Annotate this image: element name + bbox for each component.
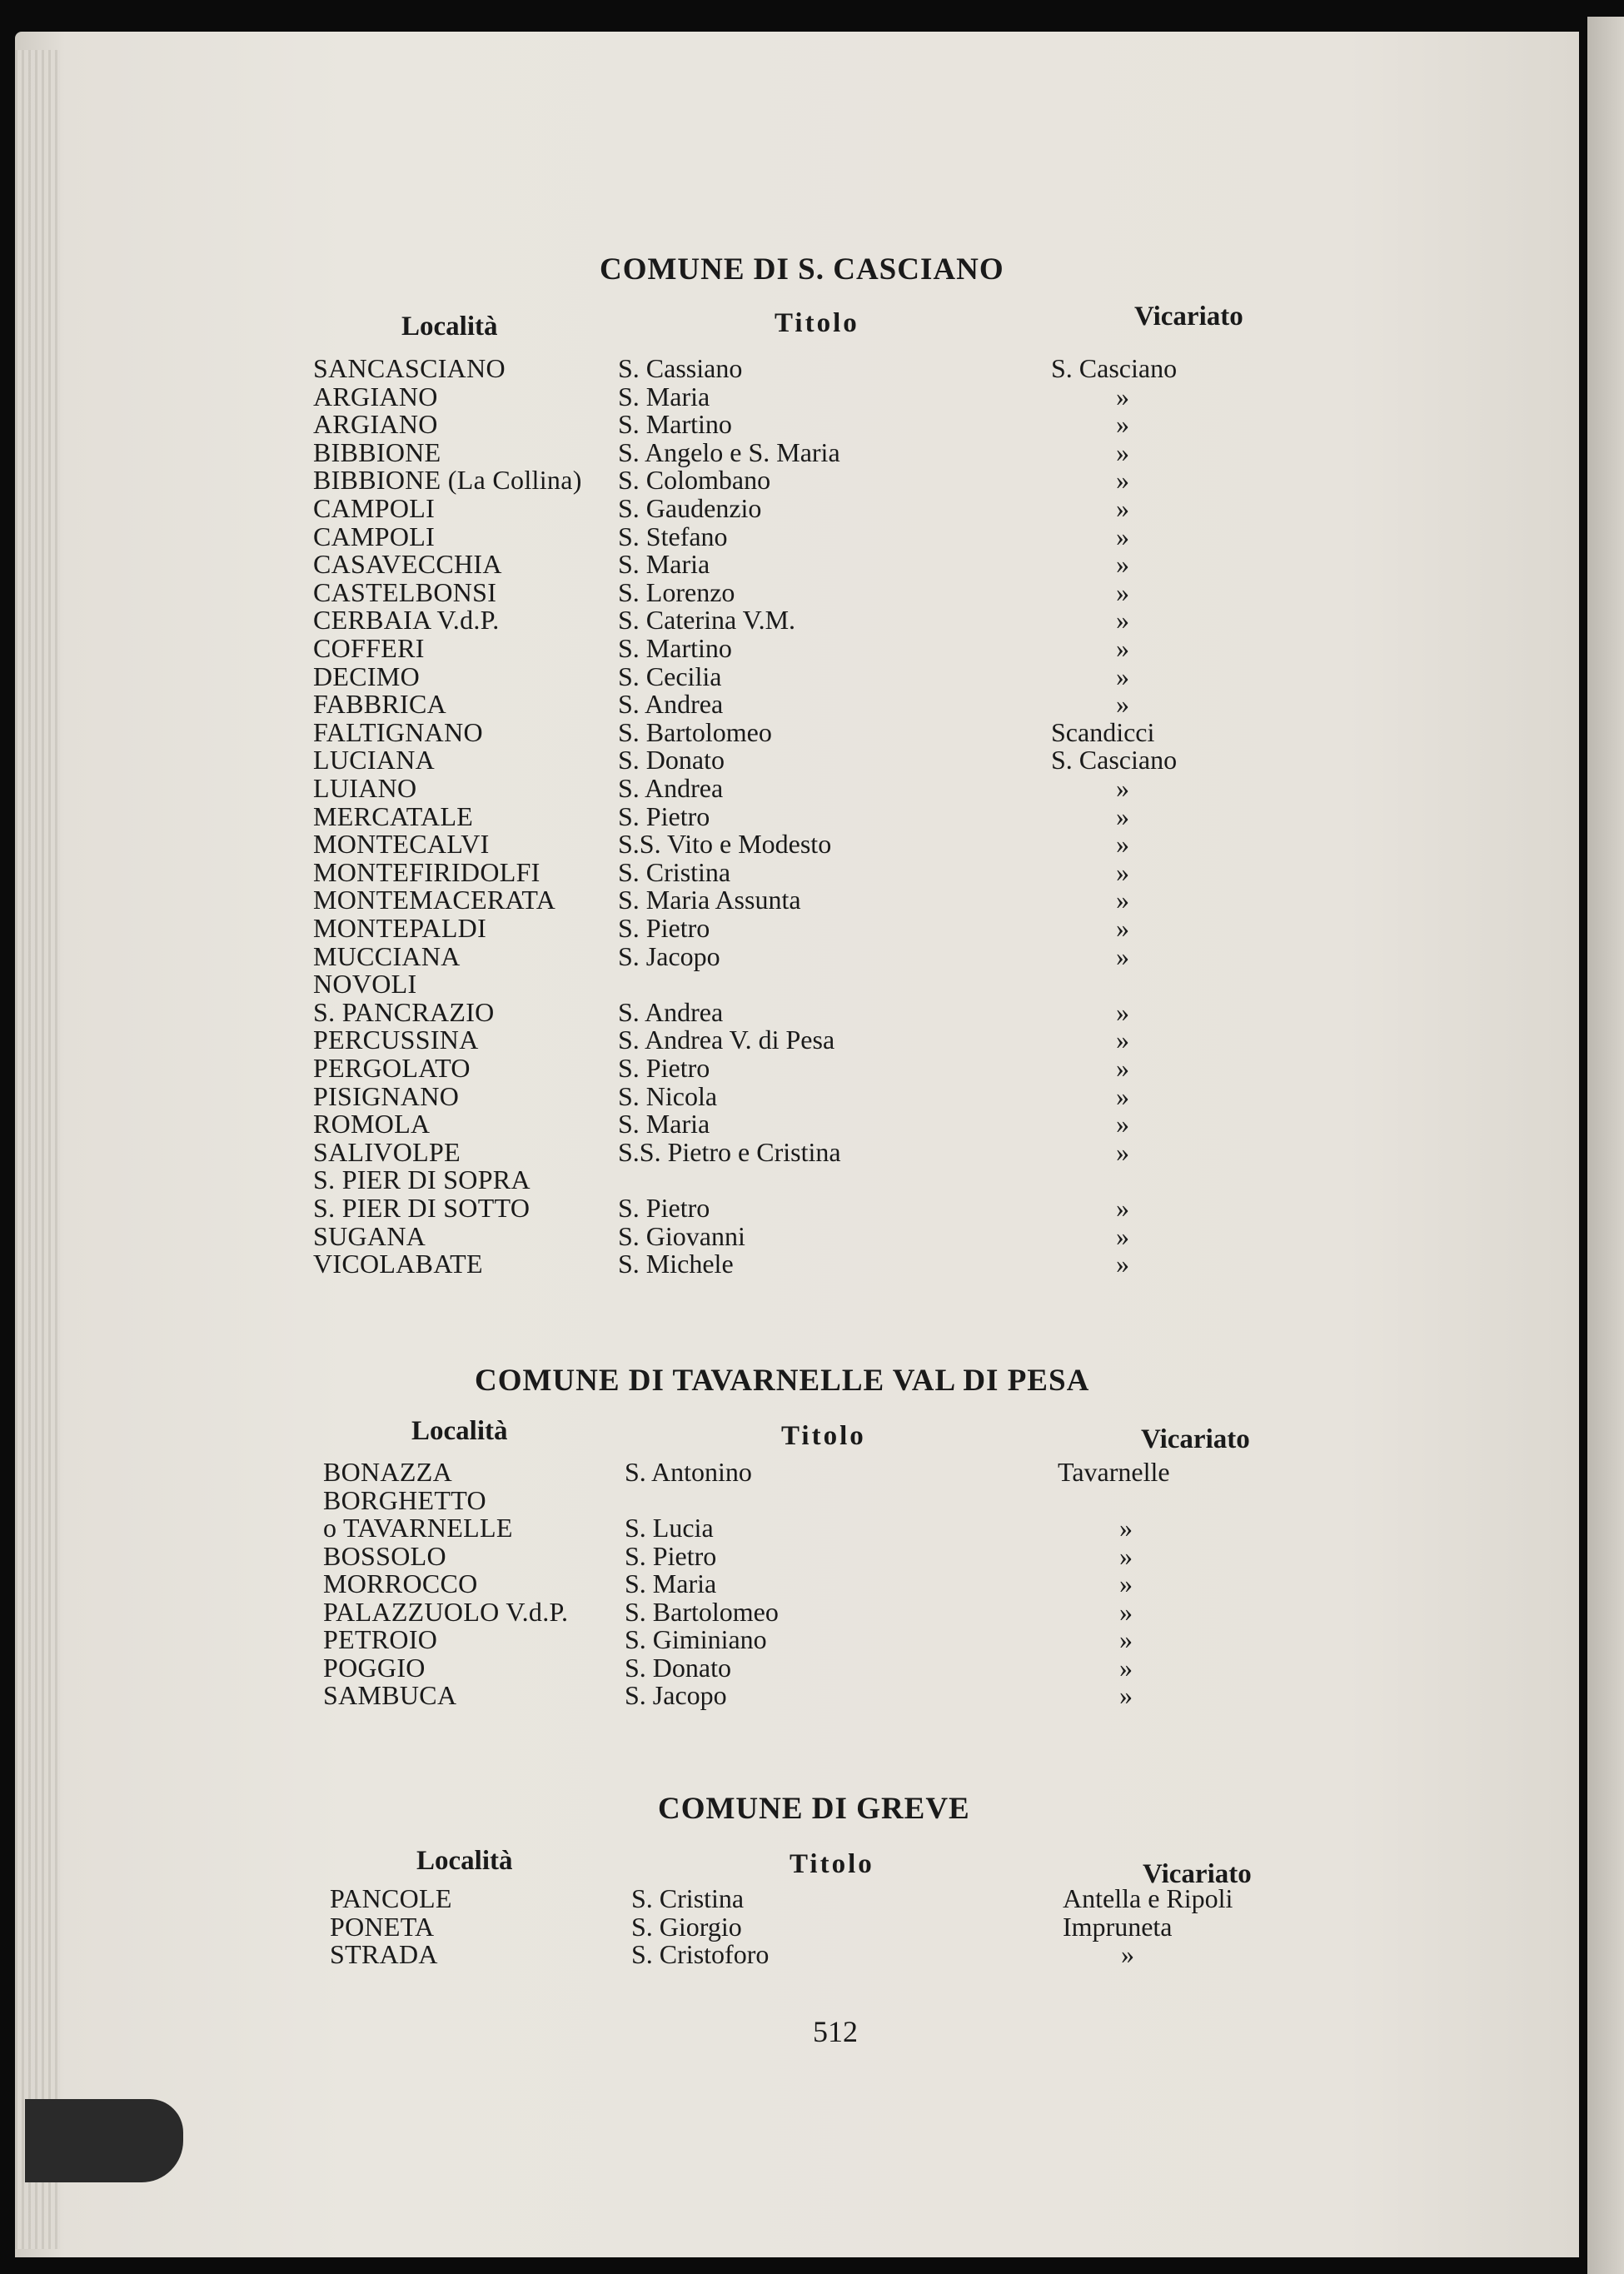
column-header-localita: Località bbox=[416, 1846, 513, 1876]
cell-localita: SALIVOLPE bbox=[313, 1136, 461, 1167]
cell-localita: ARGIANO bbox=[313, 409, 438, 440]
cell-titolo: S. Stefano bbox=[618, 521, 728, 551]
cell-vicariato: Impruneta bbox=[1063, 1911, 1173, 1942]
cell-localita: CAMPOLI bbox=[313, 493, 436, 523]
column-header-localita: Località bbox=[401, 312, 498, 342]
cell-vicariato: » bbox=[1116, 940, 1129, 971]
cell-titolo: S. Nicola bbox=[618, 1080, 718, 1111]
table-row bbox=[0, 1458, 1624, 1486]
table-row bbox=[0, 1569, 1624, 1598]
cell-titolo: S. Jacopo bbox=[618, 940, 720, 971]
cell-localita: BONAZZA bbox=[323, 1457, 452, 1487]
cell-titolo: S. Pietro bbox=[618, 1193, 710, 1223]
cell-localita: CASAVECCHIA bbox=[313, 549, 502, 580]
table-row bbox=[0, 1912, 1624, 1941]
cell-titolo: S. Andrea bbox=[618, 996, 724, 1027]
cell-vicariato: » bbox=[1116, 1136, 1129, 1167]
cell-localita: PERGOLATO bbox=[313, 1053, 471, 1083]
cell-vicariato: » bbox=[1116, 800, 1129, 831]
cell-titolo: S.S. Pietro e Cristina bbox=[618, 1136, 841, 1167]
table-row bbox=[0, 1165, 1624, 1194]
cell-localita: VICOLABATE bbox=[313, 1249, 483, 1279]
cell-localita: BOSSOLO bbox=[323, 1540, 446, 1571]
cell-titolo: S. Maria Assunta bbox=[618, 885, 801, 915]
cell-vicariato: » bbox=[1116, 436, 1129, 467]
table-row bbox=[0, 522, 1624, 551]
cell-localita: CERBAIA V.d.P. bbox=[313, 605, 500, 636]
cell-titolo: S. Pietro bbox=[618, 1053, 710, 1083]
column-header-vicariato: Vicariato bbox=[1141, 1424, 1250, 1454]
cell-localita: PISIGNANO bbox=[313, 1080, 460, 1111]
table-row bbox=[0, 578, 1624, 606]
cell-localita: BIBBIONE (La Collina) bbox=[313, 465, 582, 496]
cell-localita: PERCUSSINA bbox=[313, 1025, 479, 1055]
cell-vicariato: » bbox=[1119, 1513, 1133, 1543]
cell-titolo: S. Jacopo bbox=[625, 1680, 727, 1710]
table-row bbox=[0, 662, 1624, 691]
column-header-titolo: Titolo bbox=[781, 1421, 866, 1451]
table-row bbox=[0, 410, 1624, 438]
cell-titolo: S.S. Vito e Modesto bbox=[618, 829, 832, 860]
table-row bbox=[0, 1138, 1624, 1166]
cell-titolo: S. Caterina V.M. bbox=[618, 605, 796, 636]
table-row bbox=[0, 970, 1624, 998]
cell-vicariato: » bbox=[1119, 1596, 1133, 1627]
cell-localita: POGGIO bbox=[323, 1652, 426, 1683]
table-row bbox=[0, 1940, 1624, 1968]
cell-titolo: S. Pietro bbox=[618, 913, 710, 943]
cell-vicariato: » bbox=[1119, 1680, 1133, 1710]
cell-localita: BIBBIONE bbox=[313, 436, 441, 467]
table-row bbox=[0, 634, 1624, 662]
page-number: 512 bbox=[813, 2015, 858, 2048]
cell-vicariato: » bbox=[1116, 1053, 1129, 1083]
cell-localita: STRADA bbox=[330, 1939, 438, 1969]
cell-titolo: S. Maria bbox=[618, 1109, 710, 1139]
table-row bbox=[0, 1194, 1624, 1222]
cell-vicariato: » bbox=[1116, 1025, 1129, 1055]
table-row bbox=[0, 1598, 1624, 1626]
cell-titolo: S. Cecilia bbox=[618, 661, 722, 691]
table-row bbox=[0, 1884, 1624, 1912]
column-header-vicariato: Vicariato bbox=[1134, 302, 1243, 332]
cell-titolo: S. Antonino bbox=[625, 1457, 752, 1487]
cell-titolo: S. Bartolomeo bbox=[618, 716, 772, 747]
cell-titolo: S. Cassiano bbox=[618, 353, 743, 383]
cell-vicariato: » bbox=[1116, 1193, 1129, 1223]
cell-localita: MORROCCO bbox=[323, 1568, 478, 1598]
cell-vicariato: » bbox=[1116, 856, 1129, 887]
cell-localita: ROMOLA bbox=[313, 1109, 431, 1139]
cell-titolo: S. Pietro bbox=[618, 800, 710, 831]
cell-titolo: S. Giminiano bbox=[625, 1624, 767, 1654]
cell-vicariato: » bbox=[1116, 1249, 1129, 1279]
table-row bbox=[0, 1110, 1624, 1138]
table-row bbox=[0, 1222, 1624, 1250]
cell-vicariato: » bbox=[1121, 1939, 1134, 1969]
cell-titolo: S. Lucia bbox=[625, 1513, 714, 1543]
cell-vicariato: » bbox=[1116, 885, 1129, 915]
cell-vicariato: » bbox=[1116, 381, 1129, 411]
table-row bbox=[0, 1054, 1624, 1082]
cell-vicariato: » bbox=[1116, 913, 1129, 943]
table-row bbox=[0, 1542, 1624, 1570]
cell-vicariato: Antella e Ripoli bbox=[1063, 1883, 1233, 1913]
cell-vicariato: » bbox=[1116, 1109, 1129, 1139]
table-row bbox=[0, 1653, 1624, 1682]
section-title: COMUNE DI TAVARNELLE VAL DI PESA bbox=[475, 1364, 1090, 1398]
table-row bbox=[0, 466, 1624, 494]
cell-localita: SANCASCIANO bbox=[313, 353, 506, 383]
cell-vicariato: » bbox=[1116, 996, 1129, 1027]
cell-vicariato: » bbox=[1116, 1220, 1129, 1251]
cell-titolo: S. Andrea bbox=[618, 689, 724, 720]
table-row bbox=[0, 494, 1624, 522]
cell-localita: CAMPOLI bbox=[313, 521, 436, 551]
column-header-localita: Località bbox=[411, 1416, 508, 1446]
cell-vicariato: S. Casciano bbox=[1051, 353, 1178, 383]
table-row bbox=[0, 690, 1624, 718]
cell-localita: LUIANO bbox=[313, 773, 417, 803]
cell-vicariato: » bbox=[1119, 1568, 1133, 1598]
table-row bbox=[0, 1681, 1624, 1709]
cell-localita: FALTIGNANO bbox=[313, 716, 483, 747]
table-row bbox=[0, 1249, 1624, 1278]
table-row bbox=[0, 354, 1624, 382]
cell-vicariato: » bbox=[1119, 1652, 1133, 1683]
cell-vicariato: » bbox=[1116, 605, 1129, 636]
cell-titolo: S. Maria bbox=[618, 549, 710, 580]
table-row bbox=[0, 606, 1624, 634]
table-row bbox=[0, 885, 1624, 914]
cell-titolo: S. Lorenzo bbox=[618, 576, 735, 607]
table-row bbox=[0, 858, 1624, 886]
section-title: COMUNE DI GREVE bbox=[658, 1792, 970, 1826]
cell-localita: PONETA bbox=[330, 1911, 435, 1942]
cell-vicariato: » bbox=[1116, 493, 1129, 523]
cell-titolo: S. Giovanni bbox=[618, 1220, 745, 1251]
cell-titolo: S. Martino bbox=[618, 409, 732, 440]
cell-titolo: S. Donato bbox=[625, 1652, 731, 1683]
cell-titolo: S. Andrea bbox=[618, 773, 724, 803]
table-row bbox=[0, 1625, 1624, 1653]
cell-localita: NOVOLI bbox=[313, 969, 417, 1000]
cell-vicariato: » bbox=[1116, 773, 1129, 803]
cell-titolo: S. Martino bbox=[618, 633, 732, 663]
cell-titolo: S. Colombano bbox=[618, 465, 771, 496]
cell-vicariato: » bbox=[1119, 1540, 1133, 1571]
table-row bbox=[0, 1514, 1624, 1542]
cell-localita: MONTECALVI bbox=[313, 829, 490, 860]
table-row bbox=[0, 1082, 1624, 1110]
cell-vicariato: » bbox=[1116, 633, 1129, 663]
cell-localita: MONTEFIRIDOLFI bbox=[313, 856, 541, 887]
cell-localita: CASTELBONSI bbox=[313, 576, 497, 607]
table-row bbox=[0, 550, 1624, 578]
table-row bbox=[0, 718, 1624, 746]
cell-localita: SUGANA bbox=[313, 1220, 426, 1251]
cell-titolo: S. Cristina bbox=[631, 1883, 745, 1913]
cell-titolo: S. Cristoforo bbox=[631, 1939, 770, 1969]
table-row bbox=[0, 1486, 1624, 1514]
cell-vicariato: » bbox=[1116, 409, 1129, 440]
cell-localita: MUCCIANA bbox=[313, 940, 461, 971]
cell-localita: S. PIER DI SOTTO bbox=[313, 1193, 531, 1223]
cell-titolo: S. Giorgio bbox=[631, 1911, 742, 1942]
cell-localita: COFFERI bbox=[313, 633, 425, 663]
cell-titolo: S. Donato bbox=[618, 745, 725, 775]
column-header-titolo: Titolo bbox=[790, 1849, 874, 1879]
cell-localita: FABBRICA bbox=[313, 689, 447, 720]
column-header-vicariato: Vicariato bbox=[1143, 1859, 1252, 1889]
cell-localita: S. PIER DI SOPRA bbox=[313, 1164, 531, 1195]
cell-localita: PETROIO bbox=[323, 1624, 438, 1654]
cell-vicariato: » bbox=[1116, 521, 1129, 551]
cell-localita: BORGHETTO bbox=[323, 1484, 486, 1515]
section-title: COMUNE DI S. CASCIANO bbox=[600, 252, 1004, 287]
cell-vicariato: » bbox=[1116, 689, 1129, 720]
cell-localita: ARGIANO bbox=[313, 381, 438, 411]
cell-localita: MERCATALE bbox=[313, 800, 474, 831]
table-row bbox=[0, 914, 1624, 942]
column-header-titolo: Titolo bbox=[775, 308, 859, 338]
table-row bbox=[0, 830, 1624, 858]
cell-titolo: S. Bartolomeo bbox=[625, 1596, 779, 1627]
cell-titolo: S. Maria bbox=[625, 1568, 717, 1598]
cell-localita: PALAZZUOLO V.d.P. bbox=[323, 1596, 569, 1627]
table-row bbox=[0, 438, 1624, 466]
cell-titolo: S. Angelo e S. Maria bbox=[618, 436, 840, 467]
cell-titolo: S. Pietro bbox=[625, 1540, 717, 1571]
cell-vicariato: » bbox=[1116, 829, 1129, 860]
cell-vicariato: » bbox=[1116, 661, 1129, 691]
table-row bbox=[0, 802, 1624, 830]
cell-vicariato: Tavarnelle bbox=[1058, 1457, 1170, 1487]
cell-localita: MONTEPALDI bbox=[313, 913, 487, 943]
cell-vicariato: S. Casciano bbox=[1051, 745, 1178, 775]
table-row bbox=[0, 998, 1624, 1026]
cell-vicariato: » bbox=[1119, 1624, 1133, 1654]
table-row bbox=[0, 942, 1624, 970]
table-row bbox=[0, 746, 1624, 774]
table-row bbox=[0, 1025, 1624, 1054]
cell-vicariato: » bbox=[1116, 549, 1129, 580]
table-row bbox=[0, 774, 1624, 802]
cell-localita: o TAVARNELLE bbox=[323, 1513, 513, 1543]
cell-localita: SAMBUCA bbox=[323, 1680, 457, 1710]
cell-titolo: S. Cristina bbox=[618, 856, 731, 887]
cell-localita: DECIMO bbox=[313, 661, 421, 691]
cell-titolo: S. Andrea V. di Pesa bbox=[618, 1025, 835, 1055]
cell-localita: LUCIANA bbox=[313, 745, 436, 775]
cell-localita: S. PANCRAZIO bbox=[313, 996, 495, 1027]
cell-localita: MONTEMACERATA bbox=[313, 885, 556, 915]
cell-vicariato: » bbox=[1116, 465, 1129, 496]
cell-localita: PANCOLE bbox=[330, 1883, 452, 1913]
cell-vicariato: » bbox=[1116, 576, 1129, 607]
cell-titolo: S. Gaudenzio bbox=[618, 493, 762, 523]
cell-titolo: S. Michele bbox=[618, 1249, 734, 1279]
table-row bbox=[0, 382, 1624, 411]
cell-titolo: S. Maria bbox=[618, 381, 710, 411]
cell-vicariato: » bbox=[1116, 1080, 1129, 1111]
cell-vicariato: Scandicci bbox=[1051, 716, 1155, 747]
thumb-tab bbox=[25, 2099, 183, 2182]
